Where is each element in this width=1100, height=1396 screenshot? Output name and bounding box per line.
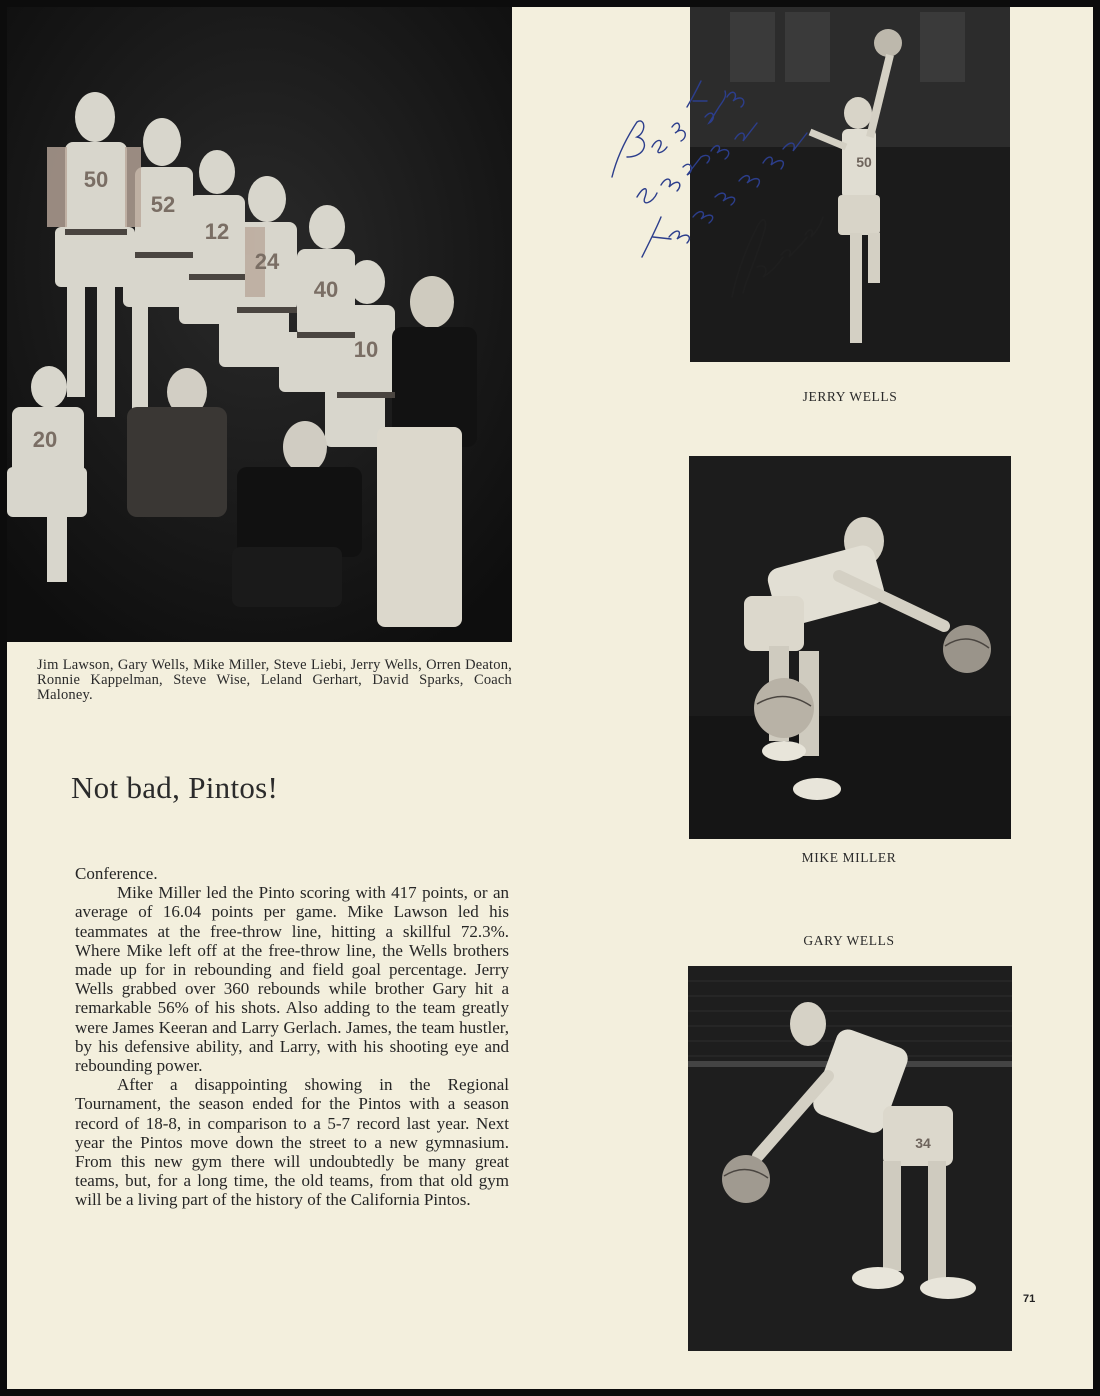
body-paragraph: Conference.: [75, 864, 158, 883]
mike-miller-image: [689, 456, 1011, 839]
team-photo-image: [7, 7, 512, 642]
handwritten-autograph: [597, 67, 827, 327]
jersey-number: 20: [32, 427, 58, 452]
jersey-number: 50: [856, 154, 872, 170]
article-body: [75, 864, 509, 1210]
jersey-number: 12: [204, 219, 230, 244]
mike-miller-caption: MIKE MILLER: [801, 850, 897, 865]
jersey-number: 34: [915, 1135, 931, 1151]
jersey-number: 50: [83, 167, 109, 192]
gary-wells-photo: [688, 966, 1012, 1351]
mike-miller-photo: [689, 456, 1011, 839]
gary-wells-caption: GARY WELLS: [803, 933, 895, 948]
team-photo: [7, 7, 512, 642]
page-heading: Not bad, Pintos!: [71, 770, 279, 805]
jerry-wells-caption: JERRY WELLS: [802, 389, 898, 404]
team-photo-caption: Jim Lawson, Gary Wells, Mike Miller, Steve Liebi, Jerry Wells, Orren Deaton, Ronnie Kappelman, Steve Wise, Leland Gerhart, David Sparks, Coach Maloney.: [37, 657, 512, 703]
jersey-number: 24: [254, 249, 280, 274]
jersey-number: 52: [150, 192, 176, 217]
body-paragraph: Mike Miller led the Pinto scoring with 417 points, or an average of 16.04 points per game. Mike Lawson led his teammates at the free-throw line, hitting a skillful 72.3%. Where Mike left off at the free-throw line, the Wells brothers made up for in rebounding and field goal percentage. Jerry Wells grabbed over 360 rebounds while brother Gary hit a remarkable 56% of his shots. Also adding to the team greatly were James Keeran and Larry Gerlach. James, the team hustler, by his defensive ability, and Larry, with his shooting eye and rebounding power.: [75, 883, 509, 1076]
page-number: 71: [1023, 1293, 1036, 1305]
gary-wells-image: [688, 966, 1012, 1351]
body-paragraph: After a disappointing showing in the Regional Tournament, the season ended for the Pintos with a season record of 18-8, in comparison to a 5-7 record last year. Next year the Pintos move down the street to a new gymnasium. From this new gym there will undoubtedly be many great teams, but, for a long time, the old teams, from that old gym will be a living part of the history of the California Pintos.: [75, 1075, 509, 1210]
jersey-number: 10: [353, 337, 379, 362]
yearbook-page: [7, 7, 1093, 1389]
jersey-number: 40: [313, 277, 339, 302]
